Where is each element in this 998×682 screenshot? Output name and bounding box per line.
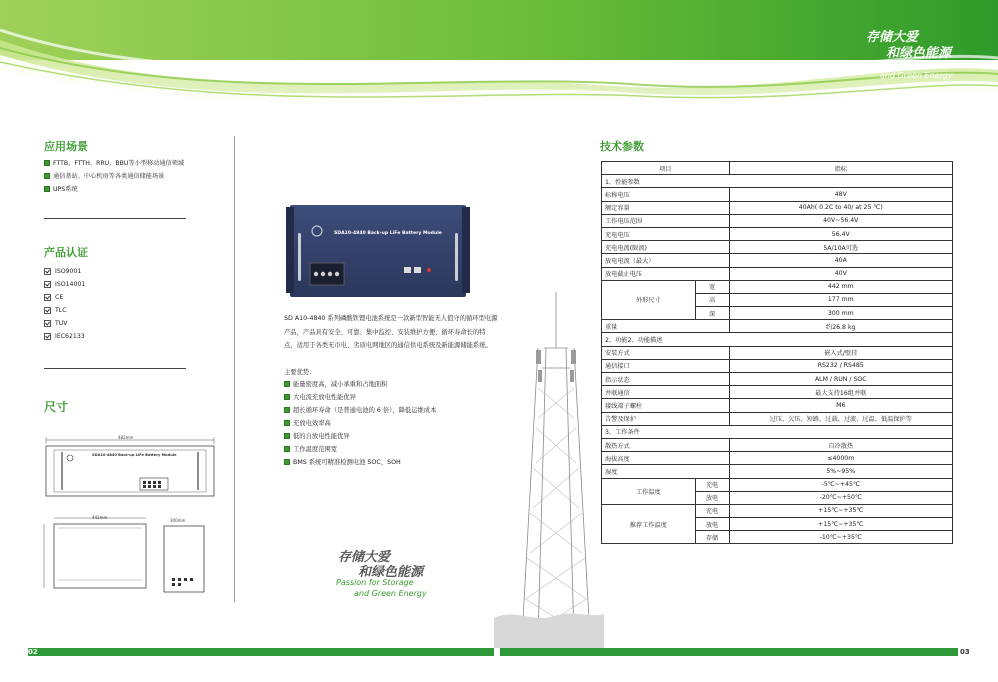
table-cell: 额定容量 (602, 201, 730, 214)
table-cell: 放电电流（最大） (602, 254, 730, 267)
bullet-icon (284, 459, 290, 465)
bullet-icon (284, 420, 290, 426)
table-cell: -5℃~+45℃ (729, 478, 952, 491)
list-item: FTTB、FTTH、RRU、BBU等小型移动通信领域 (44, 157, 184, 170)
table-row (602, 201, 953, 214)
middle-slogan-en-2: and Green Energy (354, 589, 427, 598)
table-row (602, 254, 953, 267)
table-row (602, 333, 953, 346)
table-row (602, 386, 953, 399)
table-cell: 充电电流(限流) (602, 241, 730, 254)
table-cell: 存储 (695, 531, 729, 544)
table-cell: 5%~95% (729, 465, 952, 478)
bullet-icon (284, 394, 290, 400)
table-row (602, 373, 953, 386)
table-cell: 最大支持16组并联 (729, 386, 952, 399)
page-number-left: 02 (28, 648, 38, 656)
divider (44, 368, 186, 369)
table-cell: 深 (695, 307, 729, 320)
table-cell: 安装方式 (602, 346, 730, 359)
bullet-icon (284, 433, 290, 439)
table-cell: 自冷散热 (729, 438, 952, 451)
table-row (602, 478, 953, 491)
middle-slogan-en-1: Passion for Storage (336, 578, 414, 587)
divider (44, 218, 186, 219)
table-row (602, 214, 953, 227)
list-item: TUV (44, 317, 85, 330)
table-row (602, 320, 953, 333)
column-separator (234, 136, 235, 602)
table-row (602, 452, 953, 465)
table-cell: 过压、欠压、短路、过载、过流、过温、低温保护等 (729, 412, 952, 425)
table-cell: 通信接口 (602, 359, 730, 372)
table-row (602, 227, 953, 240)
bullet-icon (44, 160, 50, 166)
list-item: TLC (44, 304, 85, 317)
product-label: SDA10-4840 Back-up LiFe Battery Module (334, 231, 442, 236)
dimensions-title: 尺寸 (44, 400, 69, 414)
spec-table (601, 161, 953, 544)
table-cell: 充电电压 (602, 227, 730, 240)
table-cell: 指标 (729, 162, 952, 175)
table-cell: 告警及保护 (602, 412, 730, 425)
table-cell: 宽 (695, 280, 729, 293)
table-cell: ≤4000m (729, 452, 952, 465)
header-banner (0, 0, 998, 130)
telecom-tower-image (494, 288, 604, 648)
table-cell: 湿度 (602, 465, 730, 478)
checkbox-icon (44, 320, 51, 327)
advantages-list (284, 378, 436, 469)
table-cell: 接线端子螺柱 (602, 399, 730, 412)
front-panel-text: SDA10-4840 Back-up LiFe Battery Module (92, 453, 177, 457)
table-cell: +15℃~+35℃ (729, 504, 952, 517)
table-cell: 56.4V (729, 227, 952, 240)
table-row (602, 346, 953, 359)
table-cell: 放电截止电压 (602, 267, 730, 280)
applications-list (44, 157, 184, 196)
table-cell: 2、功能2、功能描述 (602, 333, 953, 346)
table-cell: 指示状态 (602, 373, 730, 386)
table-row (602, 175, 953, 188)
checkbox-icon (44, 268, 51, 275)
header-slogan-cn-1: 存储大爱 (866, 30, 919, 45)
table-row (602, 438, 953, 451)
table-cell: 40V (729, 267, 952, 280)
side-view-drawing (160, 520, 210, 595)
bullet-icon (284, 407, 290, 413)
top-view-drawing (40, 514, 150, 594)
table-cell: 放电 (695, 491, 729, 504)
table-cell: 工作温度 (602, 478, 696, 504)
list-item: IEC62133 (44, 330, 85, 343)
checkbox-icon (44, 307, 51, 314)
table-cell: 40Ah( 0.2C to 40/ at 25 ℃) (729, 201, 952, 214)
table-cell: 重量 (602, 320, 730, 333)
header-slogan-cn-2: 和绿色能源 (886, 46, 952, 61)
table-row (602, 188, 953, 201)
list-item: BMS 系统可精准检测电池 SOC、SOH (284, 456, 436, 469)
table-cell: 40V~56.4V (729, 214, 952, 227)
bullet-icon (44, 186, 50, 192)
bullet-icon (44, 173, 50, 179)
table-cell: 工作电压范围 (602, 214, 730, 227)
list-item: 充放电效率高 (284, 417, 436, 430)
list-item: ISO9001 (44, 265, 85, 278)
table-cell: 外形尺寸 (602, 280, 696, 320)
table-row (602, 465, 953, 478)
table-row (602, 399, 953, 412)
table-row (602, 359, 953, 372)
advantages-title: 主要优势： (284, 369, 316, 376)
table-cell: 3、工作条件 (602, 425, 953, 438)
table-cell: 海拔高度 (602, 452, 730, 465)
list-item: ISO14001 (44, 278, 85, 291)
front-view-drawing (40, 434, 220, 504)
middle-slogan-cn-2: 和绿色能源 (358, 565, 424, 580)
table-cell: 177 mm (729, 293, 952, 306)
list-item: 工作温度范围宽 (284, 443, 436, 456)
table-cell: 5A/10A可选 (729, 241, 952, 254)
checkbox-icon (44, 281, 51, 288)
table-row (602, 162, 953, 175)
table-cell: 推荐工作温度 (602, 504, 696, 544)
side-label: 300mm (170, 518, 186, 523)
list-item: 大电流充放电性能优异 (284, 391, 436, 404)
header-slogan-en-2: and Green Energy (880, 71, 953, 80)
certifications-title: 产品认证 (44, 246, 88, 259)
front-width-label: 482mm (118, 435, 134, 440)
table-cell: 项目 (602, 162, 730, 175)
table-cell: 嵌入式/壁挂 (729, 346, 952, 359)
checkbox-icon (44, 294, 51, 301)
table-cell: 高 (695, 293, 729, 306)
table-cell: 标称电压 (602, 188, 730, 201)
footer-bar-right (500, 648, 958, 656)
table-cell: 充电 (695, 504, 729, 517)
table-row (602, 425, 953, 438)
table-row (602, 241, 953, 254)
spec-title: 技术参数 (600, 140, 644, 153)
list-item: UPS系统 (44, 183, 184, 196)
footer-bar-left (28, 648, 494, 656)
list-item: 能量密度高，减小承重和占地面积 (284, 378, 436, 391)
battery-module-photo (284, 203, 472, 299)
table-cell: -20℃~+50℃ (729, 491, 952, 504)
checkbox-icon (44, 333, 51, 340)
table-cell: M6 (729, 399, 952, 412)
middle-slogan-cn-1: 存储大爱 (338, 550, 391, 565)
list-item: 低的自放电性能优异 (284, 430, 436, 443)
header-slogan-en-1: Passion for Storage (864, 60, 942, 69)
page-number-right: 03 (960, 648, 970, 656)
table-cell: ALM / RUN / SOC (729, 373, 952, 386)
table-cell: 300 mm (729, 307, 952, 320)
bullet-icon (284, 446, 290, 452)
table-cell: 40A (729, 254, 952, 267)
list-item: CE (44, 291, 85, 304)
table-row (602, 504, 953, 517)
table-cell: 充电 (695, 478, 729, 491)
table-cell: +15℃~+35℃ (729, 518, 952, 531)
list-item: 超长循环寿命（是普通电池的 6 倍），降低运维成本 (284, 404, 436, 417)
table-cell: -10℃~+35℃ (729, 531, 952, 544)
table-cell: 放电 (695, 518, 729, 531)
table-cell: 散热方式 (602, 438, 730, 451)
table-row (602, 280, 953, 293)
list-item: 通信基站、中心机房等各类通信储能场景 (44, 170, 184, 183)
table-cell: 约26.8 kg (729, 320, 952, 333)
table-cell: 并联通信 (602, 386, 730, 399)
table-cell: 1、性能参数 (602, 175, 953, 188)
applications-title: 应用场景 (44, 140, 88, 153)
table-cell: 48V (729, 188, 952, 201)
table-row (602, 412, 953, 425)
bullet-icon (284, 381, 290, 387)
table-row (602, 267, 953, 280)
table-cell: RS232 / RS485 (729, 359, 952, 372)
table-cell: 442 mm (729, 280, 952, 293)
product-description: SD A10-4840 系列磷酸铁锂电池系统是一款新型智能无人值守的循环型电源产品，产品具有安全、可靠、集中监控、安装维护方便、循环寿命长的特点，适用于各类无市电、劣质电网地区的通信供电系统及新能源储能系统。 (284, 315, 498, 349)
top-depth-label: 442mm (92, 515, 108, 520)
certifications-list (44, 265, 85, 343)
